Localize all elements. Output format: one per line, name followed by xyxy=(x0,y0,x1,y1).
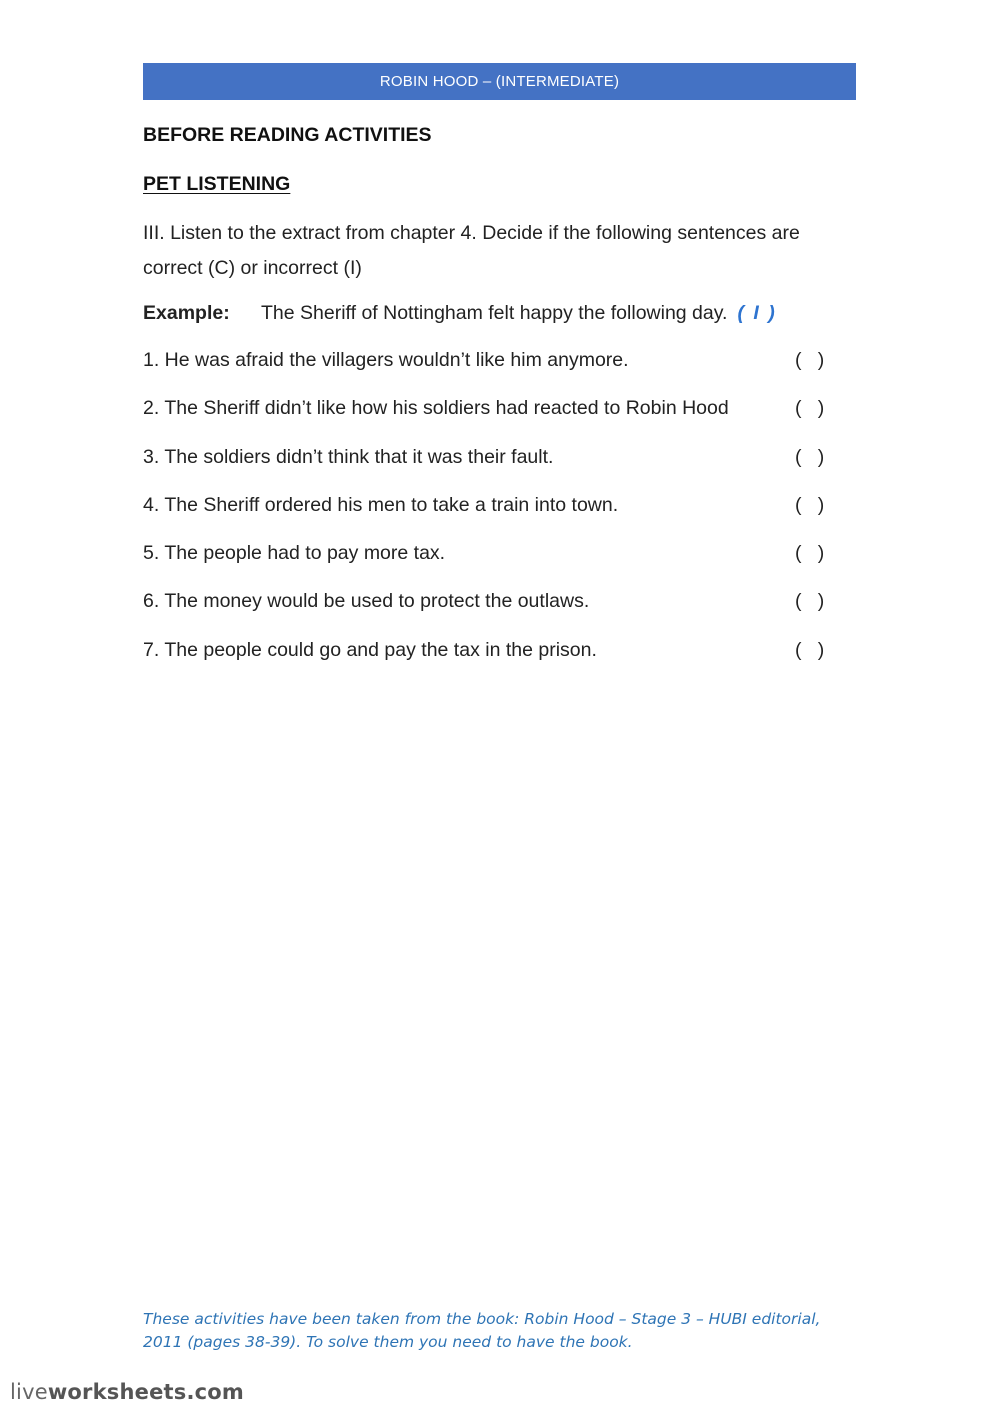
example-answer: ( I ) xyxy=(737,302,777,324)
answer-box[interactable]: ( ) xyxy=(795,590,825,613)
question-item xyxy=(143,494,843,542)
example-row xyxy=(143,302,856,325)
footer-note: These activities have been taken from the book: Robin Hood – Stage 3 – HUBI editorial, 2011 (pages 38-39). To solve them you need to have the book. xyxy=(143,1310,821,1351)
answer-box[interactable]: ( ) xyxy=(795,638,825,661)
brand-logo[interactable] xyxy=(10,1380,244,1404)
question-item xyxy=(143,349,843,397)
brand-prefix: live xyxy=(10,1380,48,1404)
question-text: 1. He was afraid the villagers wouldn’t like him anymore. xyxy=(143,349,629,371)
question-text: 2. The Sheriff didn’t like how his soldiers had reacted to Robin Hood xyxy=(143,397,729,420)
example-sentence: The Sheriff of Nottingham felt happy the following day. xyxy=(261,302,728,324)
question-text: 3. The soldiers didn’t think that it was their fault. xyxy=(143,445,554,468)
question-text: 4. The Sheriff ordered his men to take a train into town. xyxy=(143,493,619,516)
answer-box[interactable]: ( ) xyxy=(795,397,825,420)
brand-suffix: .com xyxy=(186,1380,244,1404)
question-item xyxy=(143,446,843,494)
question-item xyxy=(143,590,843,638)
answer-box[interactable]: ( ) xyxy=(795,493,825,516)
section-title-before-reading: BEFORE READING ACTIVITIES xyxy=(143,124,432,146)
answer-box[interactable]: ( ) xyxy=(795,542,825,565)
instructions-text: III. Listen to the extract from chapter 4. Decide if the following sentences are correct (C) or incorrect (I) xyxy=(143,222,800,279)
question-text: 6. The money would be used to protect the outlaws. xyxy=(143,590,590,613)
answer-box[interactable]: ( ) xyxy=(795,445,825,468)
brand-name: worksheets xyxy=(47,1380,187,1404)
question-list xyxy=(143,349,843,687)
question-text: 5. The people had to pay more tax. xyxy=(143,542,446,565)
question-item xyxy=(143,542,843,590)
answer-box[interactable]: ( ) xyxy=(795,349,825,371)
header-bar xyxy=(143,63,856,100)
section-title-pet-listening: PET LISTENING xyxy=(143,173,291,195)
question-item xyxy=(143,397,843,445)
example-label: Example: xyxy=(143,302,230,324)
header-title: ROBIN HOOD – (INTERMEDIATE) xyxy=(379,73,620,90)
question-text: 7. The people could go and pay the tax in the prison. xyxy=(143,638,597,661)
question-item xyxy=(143,639,843,687)
